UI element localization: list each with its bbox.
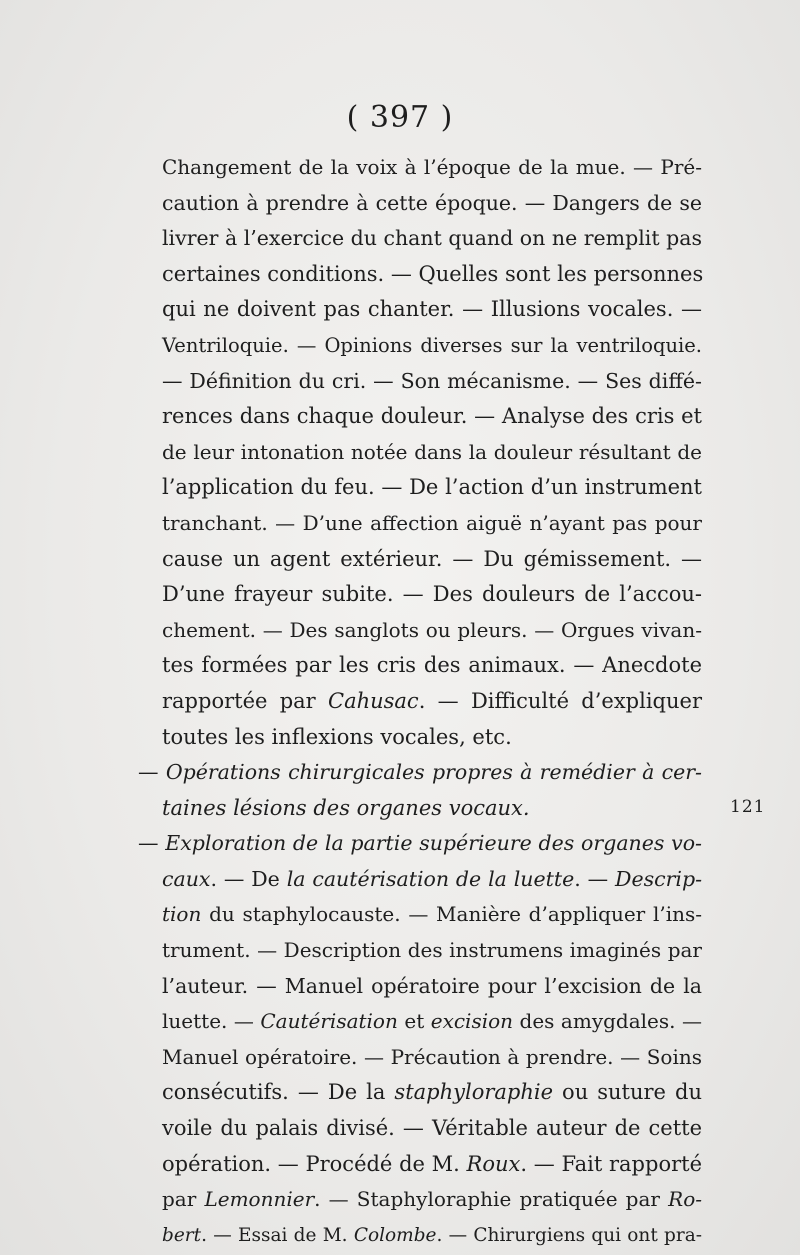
text-segment: tranchant. — D’une affection aiguë n’ayant pas pour bbox=[162, 510, 702, 535]
text-line bbox=[162, 933, 702, 969]
table-of-contents-text bbox=[138, 150, 704, 1253]
text-line bbox=[138, 755, 702, 791]
text-line bbox=[162, 1218, 702, 1254]
text-segment: — bbox=[138, 831, 166, 856]
text-segment: du staphylocauste. — Manière d’appliquer l’ins- bbox=[201, 902, 702, 927]
text-line bbox=[162, 577, 702, 613]
text-segment: consécutifs. — De la bbox=[162, 1080, 395, 1105]
italic-text-segment: Roux bbox=[466, 1151, 521, 1176]
text-segment: luette. — bbox=[162, 1009, 261, 1034]
text-segment: l’auteur. — Manuel opératoire pour l’excision de la bbox=[162, 973, 702, 998]
text-line bbox=[162, 328, 702, 364]
italic-text-segment: Opérations chirurgicales propres à remédier à cer- bbox=[165, 760, 702, 785]
text-segment: — Définition du cri. — Son mécanisme. — Ses diffé- bbox=[162, 368, 702, 393]
italic-text-segment: tion bbox=[162, 902, 202, 927]
text-segment: trument. — Description des instrumens imaginés par bbox=[162, 938, 702, 963]
text-line bbox=[162, 1147, 702, 1183]
text-segment: rences dans chaque douleur. — Analyse des cris et bbox=[162, 404, 702, 429]
text-line bbox=[162, 221, 702, 257]
text-segment: de leur intonation notée dans la douleur résultant de bbox=[162, 439, 702, 464]
text-segment: et bbox=[397, 1009, 431, 1034]
text-segment: rapportée par bbox=[162, 688, 328, 713]
text-line bbox=[162, 470, 702, 506]
italic-text-segment: Cautérisation bbox=[260, 1009, 398, 1034]
text-segment: Ventriloquie. — Opinions diverses sur la ventriloquie. bbox=[162, 333, 702, 357]
italic-text-segment: taines lésions des organes vocaux. bbox=[162, 795, 530, 820]
text-line bbox=[162, 791, 702, 827]
text-line bbox=[162, 897, 702, 933]
text-segment: . — Essai de M. bbox=[201, 1224, 354, 1246]
text-line bbox=[162, 720, 702, 756]
text-line bbox=[162, 862, 702, 898]
italic-text-segment: excision bbox=[430, 1009, 514, 1034]
text-line bbox=[162, 613, 702, 649]
italic-text-segment: Descrip- bbox=[615, 866, 702, 891]
italic-text-segment: Colombe bbox=[353, 1224, 437, 1246]
text-segment: . — Fait rapporté bbox=[520, 1151, 702, 1176]
text-segment: chement. — Des sanglots ou pleurs. — Orgues vivan- bbox=[162, 617, 702, 642]
text-line bbox=[162, 542, 702, 578]
text-segment: certaines conditions. — Quelles sont les personnes bbox=[162, 261, 704, 286]
text-segment: . — De bbox=[210, 866, 287, 891]
italic-text-segment: la cautérisation de la luette bbox=[286, 866, 575, 891]
text-line bbox=[162, 435, 702, 471]
italic-text-segment: Lemonnier bbox=[204, 1187, 315, 1212]
text-line bbox=[162, 1111, 702, 1147]
text-line bbox=[162, 1182, 702, 1218]
text-segment: ou suture du bbox=[553, 1080, 702, 1105]
italic-text-segment: Ro- bbox=[668, 1187, 702, 1212]
text-segment: Changement de la voix à l’époque de la mue. — Pré- bbox=[162, 155, 702, 179]
text-line bbox=[138, 826, 702, 862]
text-line bbox=[162, 399, 702, 435]
text-segment: . — Chirurgiens qui ont pra- bbox=[436, 1224, 702, 1246]
text-line bbox=[162, 648, 702, 684]
italic-text-segment: Exploration de la partie supérieure des organes vo- bbox=[165, 831, 702, 856]
text-segment: voile du palais divisé. — Véritable auteur de cette bbox=[162, 1116, 702, 1141]
text-line bbox=[162, 257, 702, 293]
text-line bbox=[162, 506, 702, 542]
text-line bbox=[162, 684, 702, 720]
italic-text-segment: bert bbox=[162, 1224, 202, 1246]
text-segment: Manuel opératoire. — Précaution à prendre. — Soins bbox=[162, 1044, 702, 1069]
page-number: ( 397 ) bbox=[346, 100, 454, 135]
italic-text-segment: Cahusac bbox=[328, 688, 419, 713]
text-segment: . — Staphyloraphie pratiquée par bbox=[314, 1187, 669, 1212]
italic-text-segment: staphyloraphie bbox=[394, 1080, 554, 1105]
text-line bbox=[162, 186, 702, 222]
text-segment: . — Difficulté d’expliquer bbox=[418, 688, 702, 713]
text-line bbox=[162, 1040, 702, 1076]
text-segment: opération. — Procédé de M. bbox=[162, 1151, 467, 1176]
text-segment: D’une frayeur subite. — Des douleurs de l’accou- bbox=[162, 582, 702, 607]
text-line bbox=[162, 1004, 702, 1040]
text-segment: l’application du feu. — De l’action d’un instrument bbox=[162, 475, 702, 500]
text-segment: tes formées par les cris des animaux. — Anecdote bbox=[162, 653, 702, 678]
text-line bbox=[162, 364, 702, 400]
text-line bbox=[162, 150, 702, 186]
text-segment: toutes les inflexions vocales, etc. bbox=[162, 724, 512, 749]
text-segment: qui ne doivent pas chanter. — Illusions vocales. — bbox=[162, 297, 702, 322]
text-line bbox=[162, 1075, 702, 1111]
text-segment: caution à prendre à cette époque. — Dangers de se bbox=[162, 190, 702, 215]
text-line bbox=[162, 292, 702, 328]
text-segment: cause un agent extérieur. — Du gémissement. — bbox=[162, 546, 702, 571]
text-line bbox=[162, 969, 702, 1005]
text-segment: . — bbox=[574, 866, 616, 891]
text-segment: par bbox=[162, 1187, 205, 1212]
text-segment: — bbox=[138, 760, 166, 785]
text-segment: des amygdales. — bbox=[513, 1009, 702, 1034]
margin-page-reference: 121 bbox=[730, 796, 766, 817]
text-segment: livrer à l’exercice du chant quand on ne remplit pas bbox=[162, 226, 702, 251]
italic-text-segment: caux bbox=[162, 866, 211, 891]
